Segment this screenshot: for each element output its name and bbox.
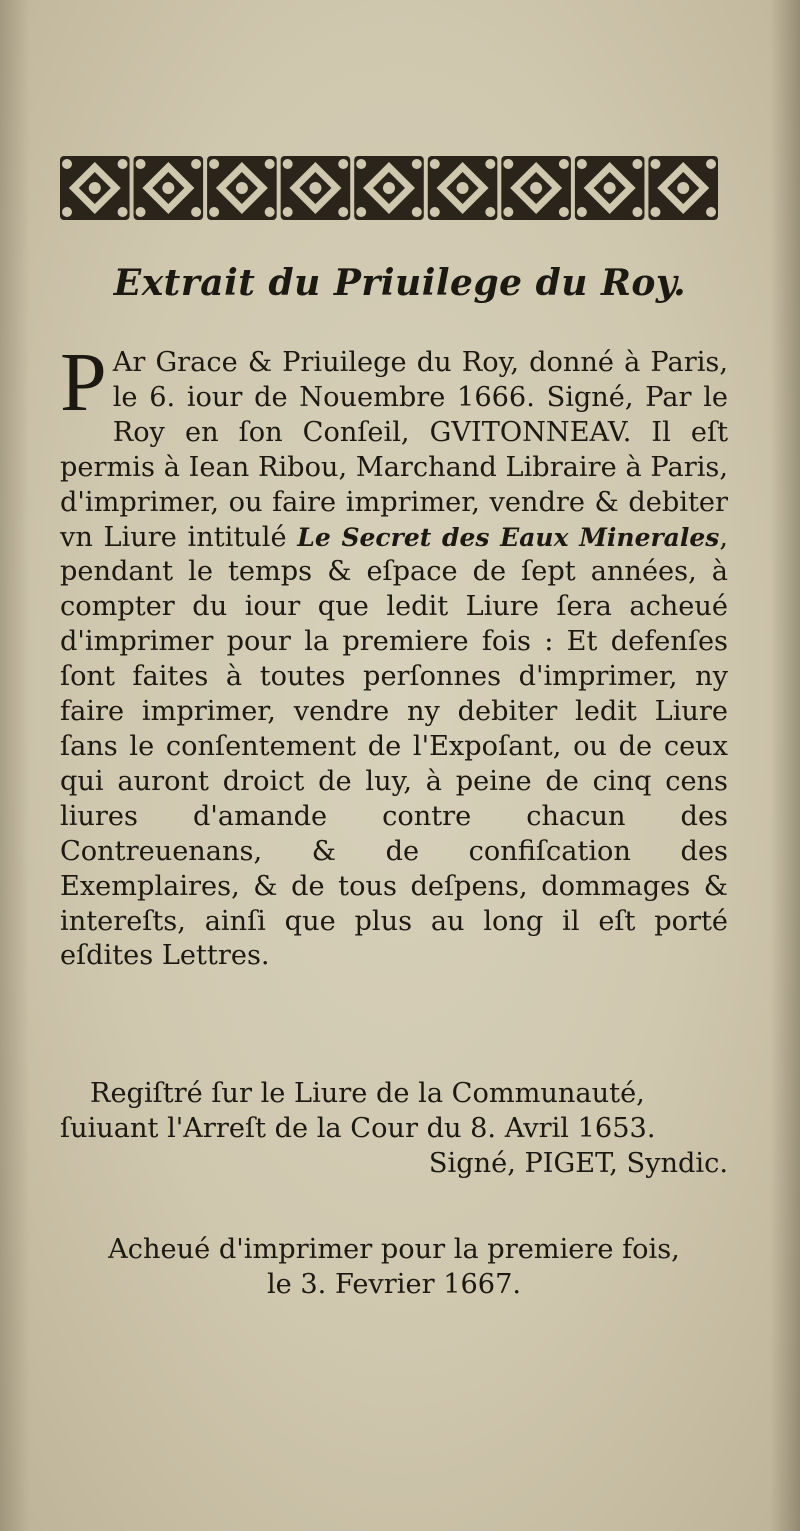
fleuron-icon [501, 156, 571, 220]
privilege-text-part2: , pendant le temps & eſpace de ſept années, à compter du iour que ledit Liure ſera acheué d'imprimer pour la premiere fois : Et defenſes ſont faites à toutes perſonnes d'imprimer, ny faire imprimer, vendre ny debiter ledit Liure ſans le conſentement de l'Expoſant, ou de ceux qui auront droict de luy, à peine de cinq cens liures d'amande contre chacun des Contreuenans, & de confiſcation des Exemplaires, & de tous deſpens, dommages & intereſts, ainſi que plus au long il eſt porté eſdites Lettres. [60, 521, 728, 972]
fleuron-icon [60, 156, 130, 220]
drop-cap: P [60, 336, 107, 429]
fleuron-band-icon [58, 152, 720, 224]
completion-line-1: Acheué d'imprimer pour la premiere fois, [108, 1234, 680, 1265]
fleuron-icon [207, 156, 277, 220]
fleuron-icon [648, 156, 718, 220]
registration-line-1: Regiſtré ſur le Liure de la Communauté, [90, 1078, 645, 1109]
page-title: Extrait du Priuilege du Roy. [113, 262, 687, 304]
page-edge-right [770, 0, 800, 1531]
fleuron-icon [354, 156, 424, 220]
page-edge-left [0, 0, 30, 1531]
registration-note [60, 1076, 728, 1181]
privilege-text-part1: Ar Grace & Priuilege du Roy, donné à Paris, le 6. iour de Nouembre 1666. Signé, Par le Roy en ſon Conſeil, GVITONNEAV. Il eſt permis à Iean Ribou, Marchand Libraire à Paris, d'imprimer, ou faire imprimer, vendre & debiter vn Liure intitulé [60, 347, 728, 553]
completion-line-2: le 3. Fevrier 1667. [266, 1269, 522, 1300]
printing-completion-note [60, 1232, 728, 1302]
book-title: Le Secret des Eaux Minerales [297, 522, 720, 552]
fleuron-icon [134, 156, 204, 220]
fleuron-icon [281, 156, 351, 220]
privilege-text [60, 336, 728, 974]
fleuron-icon [428, 156, 498, 220]
registration-signature: Signé, PIGET, Syndic. [428, 1148, 728, 1179]
fleuron-icon [575, 156, 645, 220]
registration-line-2: ſuiuant l'Arreſt de la Cour du 8. Avril 1653. [60, 1113, 656, 1144]
